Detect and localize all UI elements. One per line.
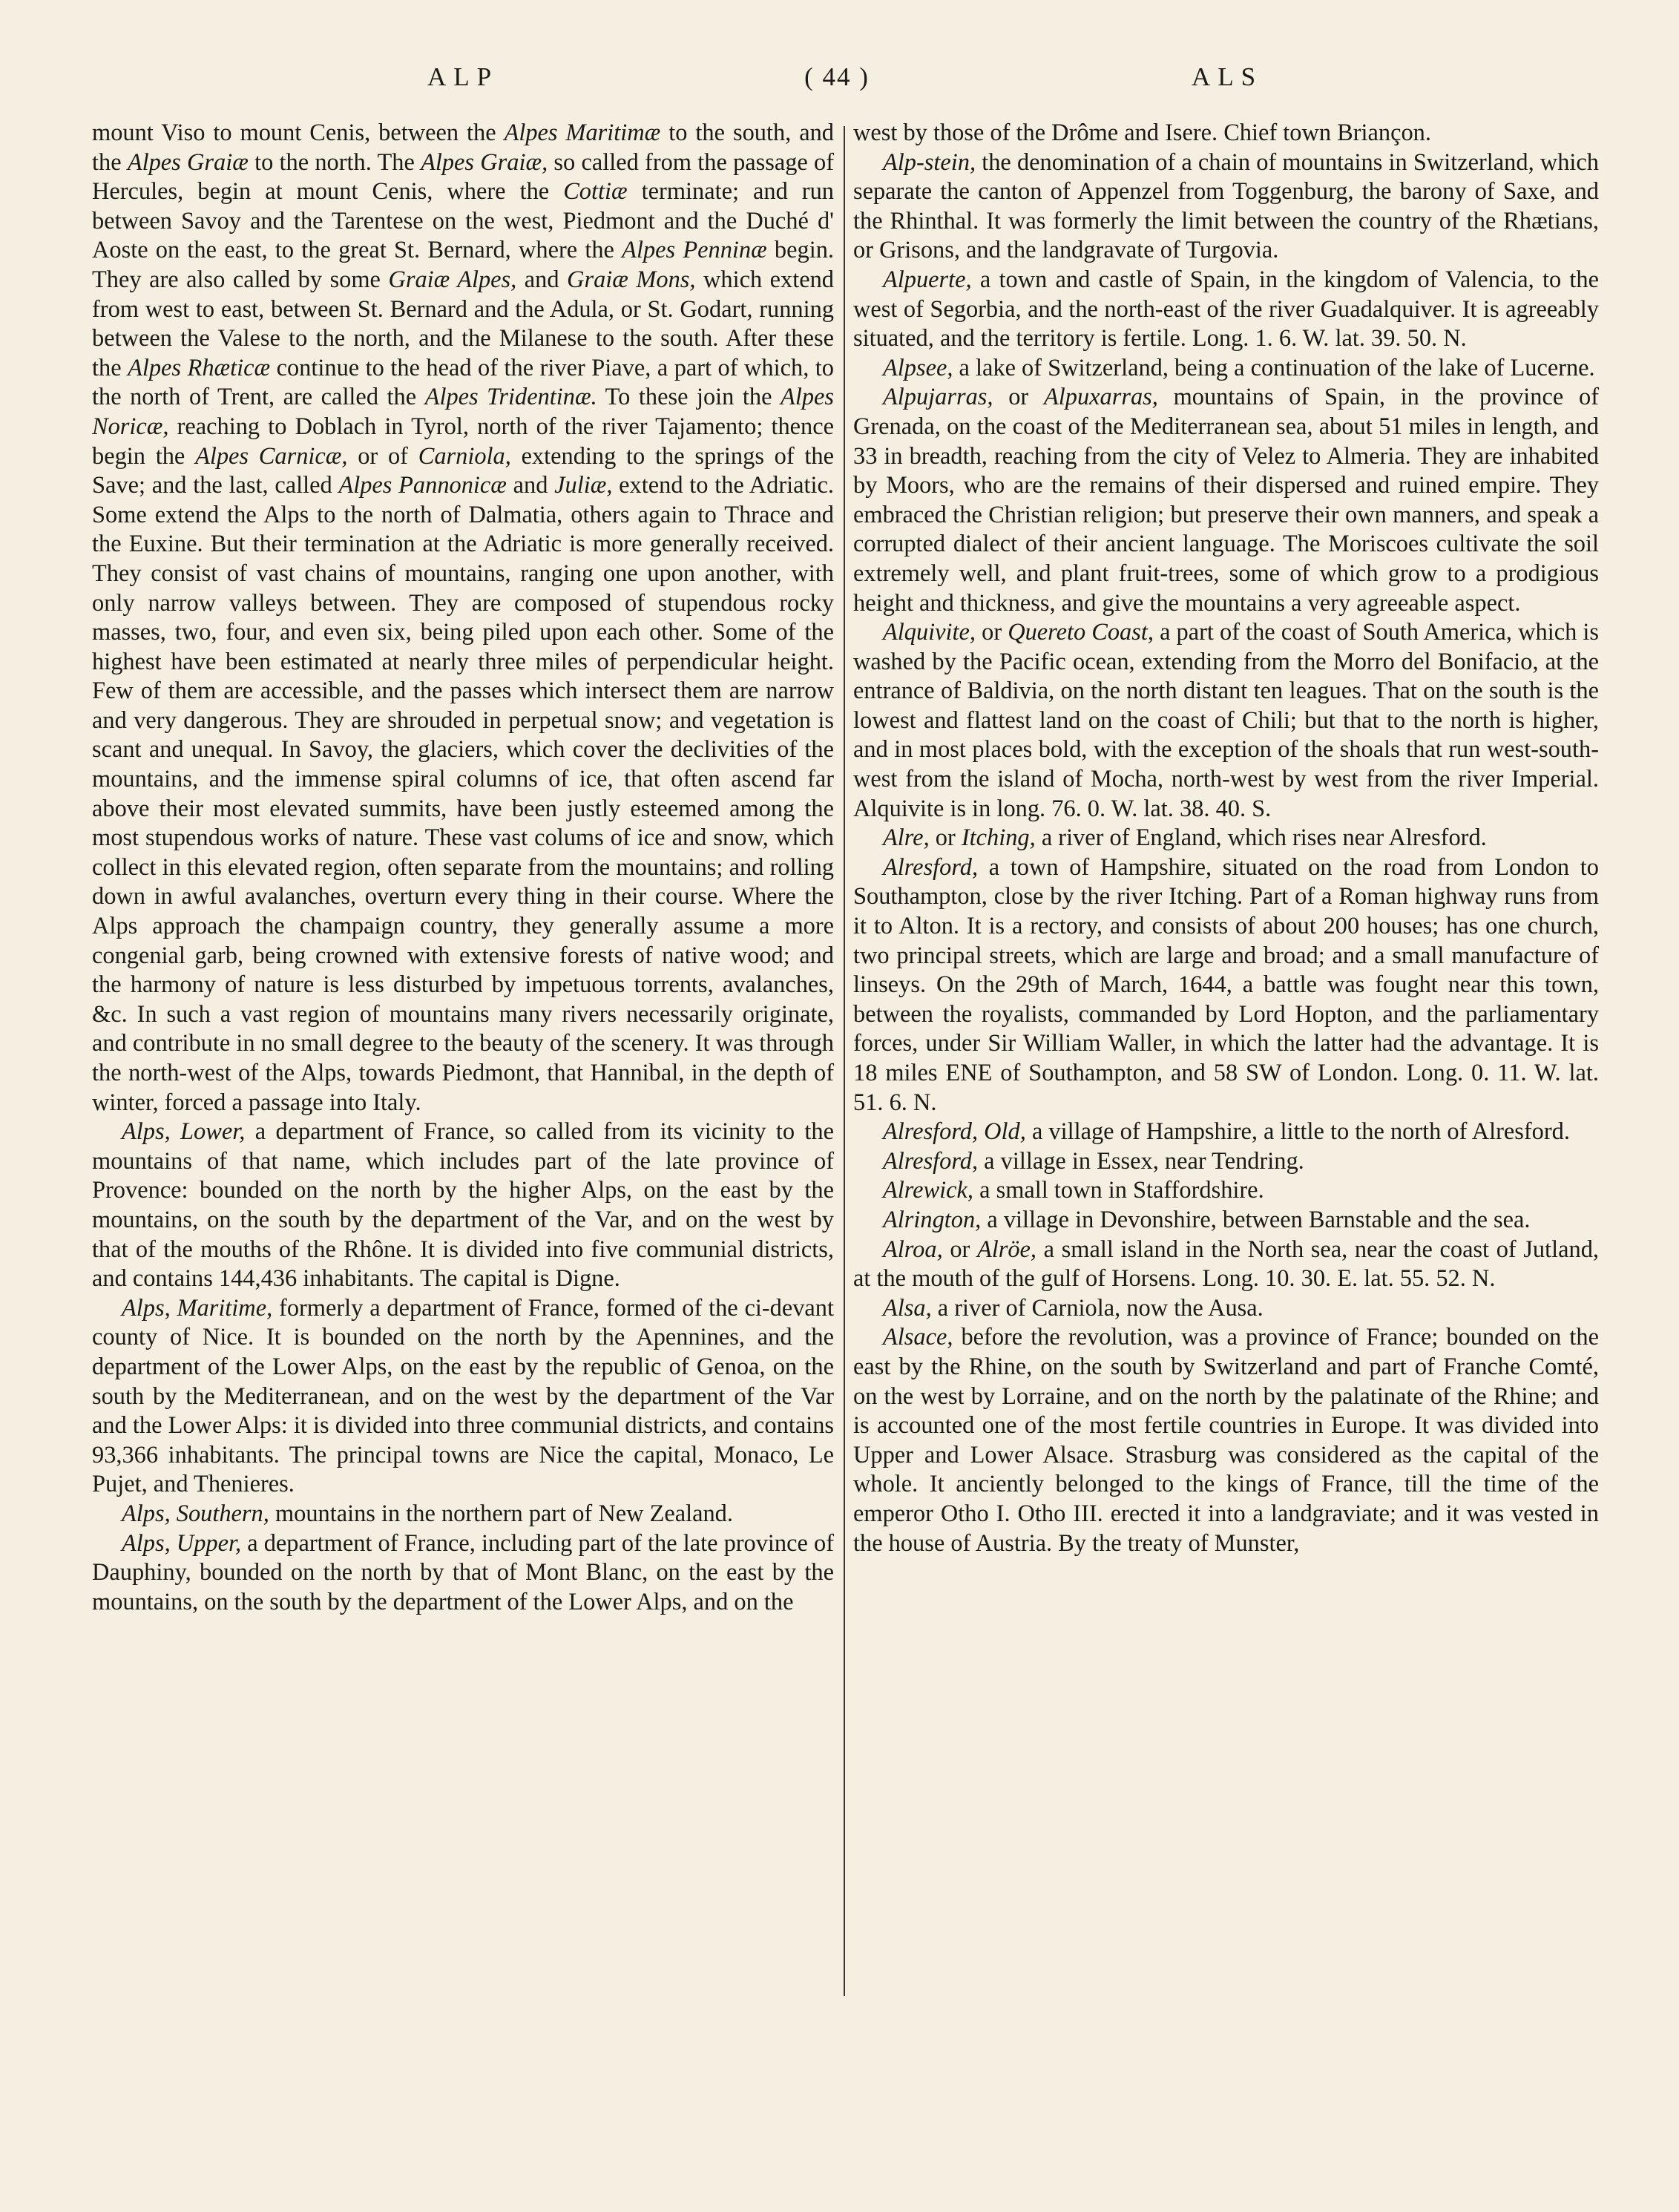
left-entry-continuation (92, 119, 834, 1118)
body-text: begin. They are also called by some (92, 237, 834, 293)
italic-headword: Juliæ, (554, 472, 613, 499)
body-text: a village in Devonshire, between Barnstable and the sea. (981, 1206, 1531, 1233)
body-text: to the north. The (248, 148, 421, 176)
body-text: a town of Hampshire, situated on the road from London to Southampton, close by the river Itching. Part of a Roman highway runs from it to Alton. It is a rectory, and consists of about 200 houses; has one church, two principal streets, which are large and broad; and a small manufacture of linseys. On the 29th of March, 1644, a battle was fought near this town, between the royalists, commanded by Lord Hopton, and the parliamentary forces, under Sir William Waller, in which the latter had the advantage. It is 18 miles ENE of Southampton, and 58 SW of London. Long. 0. 11. W. lat. 51. 6. N. (853, 853, 1599, 1116)
body-text: To these join the (597, 384, 781, 411)
italic-headword: Alps, Upper, (122, 1529, 242, 1557)
italic-headword: Carniola, (418, 442, 511, 470)
italic-headword: Alpes Pannonicæ (338, 472, 507, 499)
entry-alsace (853, 1323, 1599, 1558)
body-text: to the south, and the (92, 119, 834, 176)
italic-headword: Alpes Tridentinæ. (424, 384, 597, 411)
body-text: west by those of the Drôme and Isere. Chief town Briançon. (853, 119, 1431, 146)
italic-headword: Quereto Coast, (1008, 619, 1154, 646)
italic-headword: Graiæ Mons, (567, 266, 696, 293)
column-divider (844, 126, 845, 1996)
body-text: a lake of Switzerland, being a continuation of the lake of Lucerne. (953, 354, 1595, 381)
italic-headword: Alrington, (883, 1206, 982, 1233)
body-text: a river of England, which rises near Alresford. (1035, 824, 1487, 852)
body-text: mountains in the northern part of New Zealand. (269, 1500, 733, 1527)
italic-headword: Alpes Rhæticæ (128, 354, 271, 381)
right-column (853, 119, 1599, 1558)
entry-alroa (853, 1235, 1599, 1294)
entry-alrewick (853, 1176, 1599, 1206)
italic-headword: Alpuxarras, (1043, 384, 1158, 411)
entry-alps-lower (92, 1118, 834, 1294)
entry-alpujarras (853, 383, 1599, 618)
italic-headword: Alpes Noricæ, (92, 384, 834, 440)
italic-headword: Alresford, Old, (883, 1118, 1026, 1146)
running-header (95, 62, 1579, 107)
italic-headword: Alp-stein, (883, 148, 976, 176)
italic-headword: Alpes Graiæ (127, 148, 249, 176)
entry-alsa (853, 1294, 1599, 1324)
body-text: or of (347, 442, 418, 470)
entry-alps-maritime (92, 1294, 834, 1500)
entry-alps-upper (92, 1529, 834, 1618)
body-text: before the revolution, was a province of France; bounded on the east by the Rhine, on the south by Switzerland and part of Franche Comté, on the west by Lorraine, and on the north by the palatinate of the Rhine; and is accounted one of the most fertile countries in Europe. It was divided into Upper and Lower Alsace. Strasburg was considered as the capital of the whole. It anciently belonged to the kings of France, till the time of the emperor Otho I. Otho III. erected it into a landgraviate; and it was vested in the house of Austria. By the treaty of Munster, (853, 1324, 1599, 1557)
italic-headword: Alrewick, (883, 1177, 974, 1204)
italic-headword: Alre, (883, 824, 930, 852)
body-text: a town and castle of Spain, in the kingdom of Valencia, to the west of Segorbia, and the north-east of the river Guadalquiver. It is agreeably situated, and the territory is fertile. Long. 1. 6. W. lat. 39. 50. N. (853, 266, 1599, 352)
italic-headword: Alquivite, (883, 619, 976, 646)
entry-alpsee (853, 354, 1599, 384)
entry-alp-stein (853, 148, 1599, 266)
italic-headword: Cottiæ (563, 178, 628, 206)
body-text: and (516, 266, 568, 293)
entry-alquivite (853, 618, 1599, 824)
body-text: mountains of Spain, in the province of Grenada, on the coast of the Mediterranean sea, about 51 miles in length, and 33 in breadth, reaching from the city of Velez to Almeria. They are inhabited by Moors, who are the remains of their dispersed and ruined empire. They embraced the Christian religion; but preserve their own manners, and speak a corrupted dialect of their ancient language. The Moriscoes cultivate the soil extremely well, and plant fruit-trees, some of which grow to a prodigious height and thickness, and give the mountains a very agreeable aspect. (853, 384, 1599, 617)
body-text: continue to the head of the river Piave, a part of which, to the north of Trent, are called the (92, 354, 834, 411)
body-text: which extend from west to east, between St. Bernard and the Adula, or St. Godart, running between the Valese to the north, and the Milanese to the south. After these the (92, 266, 834, 381)
entry-alpuerte (853, 266, 1599, 354)
body-text: so called from the passage of Hercules, begin at mount Cenis, where the (92, 148, 835, 206)
italic-headword: Alroa, (883, 1235, 943, 1263)
italic-headword: Alps, Southern, (122, 1500, 269, 1527)
header-right-word: ALS (1192, 62, 1264, 91)
body-text: or (929, 824, 962, 852)
italic-headword: Alsace, (883, 1324, 953, 1351)
entry-alresford-essex (853, 1147, 1599, 1177)
page-number: ( 44 ) (804, 62, 870, 91)
body-text: or (976, 619, 1008, 646)
body-text: and (506, 472, 555, 499)
entry-alre (853, 824, 1599, 853)
body-text: extending to the springs of the Save; and the last, called (92, 442, 834, 499)
italic-headword: Alps, Lower, (122, 1118, 246, 1146)
italic-headword: Alpes Carnicæ, (195, 442, 348, 470)
italic-headword: Alpuerte, (883, 266, 972, 293)
body-text: reaching to Doblach in Tyrol, north of the river Tajamento; thence begin the (92, 413, 834, 470)
italic-headword: Alpes Graiæ, (421, 148, 548, 176)
body-text: or (942, 1235, 977, 1263)
body-text: or (993, 384, 1044, 411)
italic-headword: Alsa, (883, 1294, 932, 1322)
body-text: a small island in the North sea, near the coast of Jutland, at the mouth of the gulf of Horsens. Long. 10. 30. E. lat. 55. 52. N. (853, 1235, 1599, 1293)
entry-alresford-old (853, 1118, 1599, 1147)
body-text: a village of Hampshire, a little to the north of Alresford. (1025, 1118, 1570, 1146)
body-text: terminate; and run between Savoy and the Tarentese on the west, Piedmont and the Duché d' Aoste on the east, to the great St. Bernard, where the (92, 178, 834, 264)
body-text: extend to the Adriatic. Some extend the Alps to the north of Dalmatia, others again to Thrace and the Euxine. But their termination at the Adriatic is more generally received. They consist of vast chains of mountains, ranging one upon another, with only narrow valleys between. They are composed of stupendous rocky masses, two, four, and even six, being piled upon each other. Some of the highest have been estimated at nearly three miles of perpendicular height. Few of them are accessible, and the passes which intersect them are narrow and very dangerous. They are shrouded in perpetual snow; and vegetation is scant and unequal. In Savoy, the glaciers, which cover the declivities of the mountains, and the immense spiral columns of ice, that often ascend far above their most elevated summits, have been justly esteemed among the most stupendous works of nature. These vast colums of ice and snow, which collect in this elevated region, often separate from the mountains; and rolling down in awful avalanches, overturn every thing in their course. Where the Alps approach the champaign country, they generally assume a more congenial garb, being crowned with extensive forests of native wood; and the harmony of nature is less disturbed by impetuous torrents, avalanches, &c. In such a vast region of mountains many rivers necessarily originate, and contribute in no small degree to the beauty of the scenery. It was through the north-west of the Alps, towards Piedmont, that Hannibal, in the depth of winter, forced a passage into Italy. (92, 472, 834, 1116)
body-text: a village in Essex, near Tendring. (978, 1147, 1304, 1175)
italic-headword: Alpujarras, (883, 384, 993, 411)
italic-headword: Alpes Maritimæ (504, 119, 661, 146)
body-text: a part of the coast of South America, which is washed by the Pacific ocean, extending from the Morro del Bonifacio, at the entrance of Baldivia, on the north distant ten leagues. That on the south is the lowest and flattest land on the coast of Chili; but that to the north is higher, and in most places bold, with the exception of the shoals that run west-south-west from the island of Mocha, north-west by west from the river Imperial. Alquivite is in long. 76. 0. W. lat. 38. 40. S. (853, 619, 1599, 822)
body-text: a small town in Staffordshire. (973, 1177, 1264, 1204)
body-text: formerly a department of France, formed of the ci-devant county of Nice. It is bounded on the north by the Apennines, and the department of the Lower Alps, on the east by the republic of Genoa, on the south by the Mediterranean, and on the west by the department of the Var and the Lower Alps: it is divided into three communial districts, and contains 93,366 inhabitants. The principal towns are Nice the capital, Monaco, Le Pujet, and Thenieres. (92, 1294, 834, 1498)
entry-alresford (853, 853, 1599, 1118)
left-column (92, 119, 834, 1617)
body-text: the denomination of a chain of mountains in Switzerland, which separate the canton of Appenzel from Toggenburg, the barony of Saxe, and the Rhinthal. It was formerly the limit between the country of the Rhætians, or Grisons, and the landgravate of Turgovia. (853, 148, 1599, 264)
entry-alps-southern (92, 1500, 834, 1529)
body-text: a river of Carniola, now the Ausa. (931, 1294, 1264, 1322)
italic-headword: Alresford, (883, 1147, 979, 1175)
italic-headword: Graiæ Alpes, (388, 266, 517, 293)
body-text: mount Viso to mount Cenis, between the (92, 119, 505, 146)
italic-headword: Alresford, (883, 853, 979, 881)
header-left-word: ALP (427, 62, 499, 91)
italic-headword: Itching, (961, 824, 1036, 852)
italic-headword: Alpes Penninæ (622, 237, 767, 264)
italic-headword: Alps, Maritime, (122, 1294, 273, 1322)
entry-alrington (853, 1206, 1599, 1235)
italic-headword: Alröe, (976, 1235, 1037, 1263)
body-text: a department of France, including part of the late province of Dauphiny, bounded on the north by that of Mont Blanc, on the east by the mountains, on the south by the department of the Lower Alps, and on the (92, 1529, 834, 1615)
right-entry-continuation (853, 119, 1599, 148)
italic-headword: Alpsee, (883, 354, 953, 381)
body-text: a department of France, so called from its vicinity to the mountains of that name, which includes part of the late province of Provence: bounded on the north by the higher Alps, on the east by the mountains, on the south by the department of the Var, and on the west by that of the mouths of the Rhône. It is divided into five communial districts, and contains 144,436 inhabitants. The capital is Digne. (92, 1118, 835, 1293)
